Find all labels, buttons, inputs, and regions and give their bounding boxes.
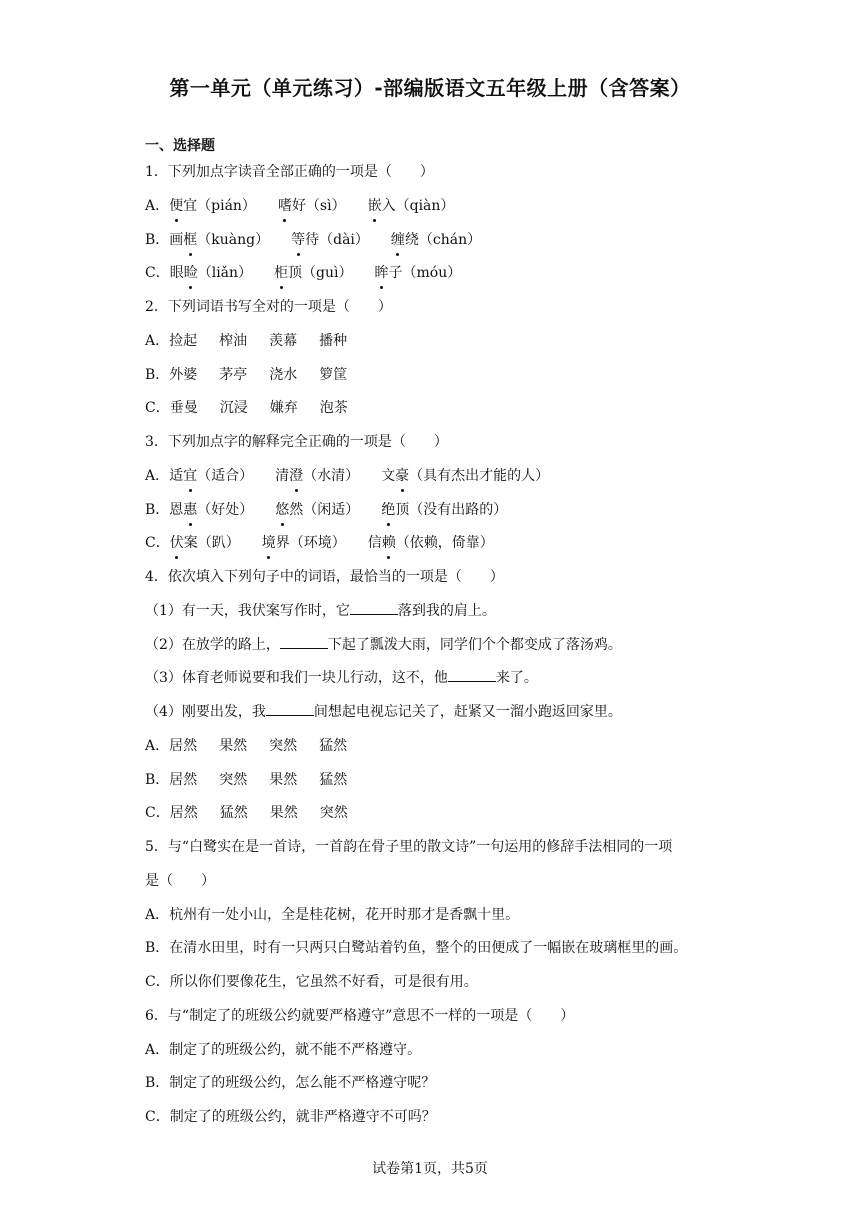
question-1-option-a: A．便宜（pián） 嗜好（sì） 嵌入（qiàn） [145,194,725,228]
question-6-option-c: C．制定了的班级公约，就非严格遵守不可吗？ [145,1109,436,1125]
emphasis-dot-char: 豪 [395,464,409,488]
emphasis-dot-char: 宜 [183,464,197,488]
question-2-option-a: A．捡起 榨油 羡幕 播种 [145,332,348,349]
question-list [145,160,725,1139]
question-4-option-a: A．居然 果然 突然 猛然 [145,737,348,754]
document-title: 第一单元（单元练习）-部编版语文五年级上册（含答案） [169,76,691,100]
emphasis-dot-char: 境 [262,531,276,555]
question-1-option-c: C．眼睑（liǎn） 柜顶（guì） 眸子（móu） [145,261,725,295]
question-4-sentence-4: （4）刚要出发，我 间想起电视忘记关了，赶紧又一溜小跑返回家里。 [145,700,725,734]
emphasis-dot-char: 赖 [382,531,396,555]
question-3-option-b: B．恩惠（好处） 悠然（闲适） 绝顶（没有出路的） [145,498,725,532]
emphasis-dot-char: 柜 [274,261,288,285]
question-2-option-c: C．垂曼 沉浸 嫌弃 泡茶 [145,400,348,417]
question-2-stem: 2．下列词语书写全对的一项是（ ） [145,299,392,315]
question-2-option-b: B．外婆 茅亭 浇水 箩筐 [145,366,348,383]
emphasis-dot-char: 缠 [391,228,405,252]
emphasis-dot-char: 悠 [275,498,289,522]
question-4-option-b: B．居然 突然 果然 猛然 [145,771,348,788]
question-5-option-a: A．杭州有一处小山，全是桂花树，花开时那才是香飘十里。 [145,906,520,923]
question-6-option-a: A．制定了的班级公约，就不能不严格遵守。 [145,1041,422,1058]
emphasis-dot-char: 等 [291,228,305,252]
question-3-stem: 3．下列加点字的解释完全正确的一项是（ ） [145,434,448,450]
section-heading: 一、选择题 [145,138,215,154]
question-1-stem: 1．下列加点字读音全部正确的一项是（ ） [145,164,434,180]
question-4-option-c: C．居然 猛然 果然 突然 [145,805,348,822]
question-5-stem: 5．与“白鹭实在是一首诗，一首韵在骨子里的散文诗”一句运用的修辞手法相同的一项 [145,839,673,855]
page-footer: 试卷第1页，共5页 [372,1161,488,1177]
question-3-option-a: A．适宜（适合） 清澄（水清） 文豪（具有杰出才能的人） [145,464,725,498]
question-5-option-c: C．所以你们要像花生，它虽然不好看，可是很有用。 [145,974,478,990]
question-4-sentence-1: （1）有一天，我伏案写作时，它 落到我的肩上。 [145,599,725,633]
emphasis-dot-char: 眸 [375,261,389,285]
question-3-option-c: C．伏案（趴） 境界（环境） 信赖（依赖，倚靠） [145,531,725,565]
emphasis-dot-char: 嗜 [278,194,292,218]
emphasis-dot-char: 框 [183,228,197,252]
fill-blank [448,667,496,682]
question-5-stem-cont: 是（ ） [145,872,215,889]
question-4-sentence-3: （3）体育老师说要和我们一块儿行动，这不，他 来了。 [145,666,725,700]
emphasis-dot-char: 澄 [289,464,303,488]
emphasis-dot-char: 嵌 [368,194,382,218]
emphasis-dot-char: 便 [169,194,183,218]
question-5-option-b: B．在清水田里，时有一只两只白鹭站着钓鱼，整个的田便成了一幅嵌在玻璃框里的画。 [145,940,688,957]
question-6-stem: 6．与“制定了的班级公约就要严格遵守”意思不一样的一项是（ ） [145,1007,575,1024]
fill-blank [280,634,328,649]
question-6-option-b: B．制定了的班级公约，怎么能不严格遵守呢？ [145,1075,436,1092]
question-4-stem: 4．依次填入下列句子中的词语，最恰当的一项是（ ） [145,569,504,585]
emphasis-dot-char: 惠 [183,498,197,522]
emphasis-dot-char: 伏 [170,531,184,555]
fill-blank [350,600,398,615]
question-1-option-b: B．画框（kuàng） 等待（dài） 缠绕（chán） [145,228,725,262]
emphasis-dot-char: 绝 [381,498,395,522]
fill-blank [266,701,314,716]
emphasis-dot-char: 睑 [184,261,198,285]
question-4-sentence-2: （2）在放学的路上， 下起了瓢泼大雨，同学们个个都变成了落汤鸡。 [145,633,725,667]
